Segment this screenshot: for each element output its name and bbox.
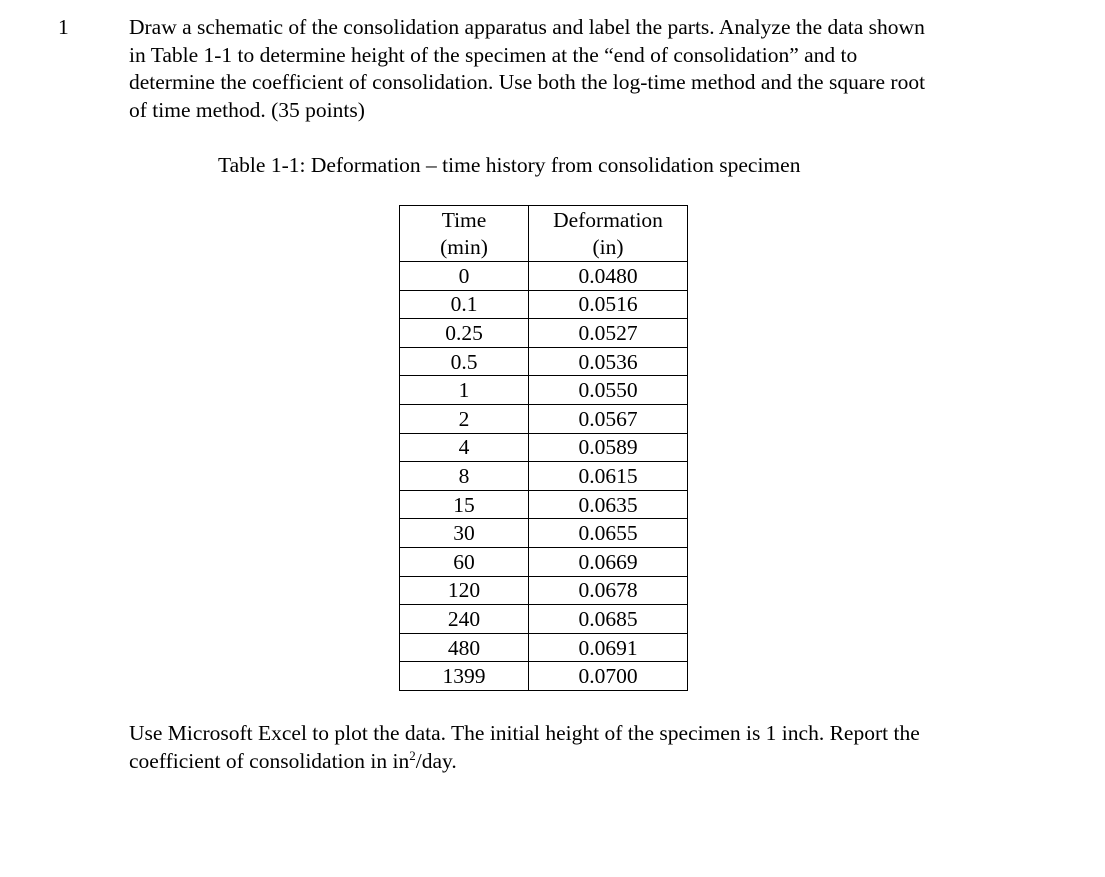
question-text [129, 14, 1044, 124]
deformation-cell: 0.0669 [529, 547, 688, 576]
time-cell: 0.5 [400, 347, 529, 376]
header-deformation-label: Deformation [553, 208, 663, 232]
table-row [400, 319, 688, 348]
table-row [400, 633, 688, 662]
table-body [400, 262, 688, 691]
deformation-cell: 0.0615 [529, 462, 688, 491]
time-cell: 480 [400, 633, 529, 662]
table-row [400, 433, 688, 462]
header-time-label: Time [441, 208, 487, 232]
units-text: coefficient of consolidation in in [129, 748, 410, 773]
time-cell: 0.25 [400, 319, 529, 348]
table-row [400, 519, 688, 548]
time-cell: 0 [400, 262, 529, 291]
question-line: determine the coefficient of consolidation. Use both the log-time method and the square root [129, 70, 926, 95]
deformation-cell: 0.0678 [529, 576, 688, 605]
deformation-cell: 0.0480 [529, 262, 688, 291]
deformation-cell: 0.0567 [529, 404, 688, 433]
units-suffix: /day. [415, 748, 457, 773]
instructions-text [129, 720, 1049, 775]
table-row [400, 290, 688, 319]
question-line: Draw a schematic of the consolidation apparatus and label the parts. Analyze the data shown [129, 15, 925, 39]
time-cell: 0.1 [400, 290, 529, 319]
table-row [400, 662, 688, 691]
table-row [400, 490, 688, 519]
question-line: of time method. (35 points) [129, 97, 365, 122]
table-row [400, 547, 688, 576]
header-time-unit: (min) [440, 234, 488, 259]
header-time [400, 206, 529, 262]
time-cell: 2 [400, 404, 529, 433]
instructions-line [129, 748, 1049, 776]
header-deformation-unit: (in) [592, 234, 624, 259]
deformation-cell: 0.0550 [529, 376, 688, 405]
table-row [400, 462, 688, 491]
time-cell: 8 [400, 462, 529, 491]
deformation-time-table [399, 205, 688, 691]
time-cell: 1 [400, 376, 529, 405]
table-row [400, 605, 688, 634]
deformation-cell: 0.0685 [529, 605, 688, 634]
question-line: in Table 1-1 to determine height of the specimen at the “end of consolidation” and to [129, 42, 858, 67]
time-cell: 120 [400, 576, 529, 605]
time-cell: 4 [400, 433, 529, 462]
instructions-line: Use Microsoft Excel to plot the data. The initial height of the specimen is 1 inch. Report the [129, 721, 920, 745]
deformation-cell: 0.0527 [529, 319, 688, 348]
deformation-cell: 0.0691 [529, 633, 688, 662]
table-row [400, 262, 688, 291]
deformation-cell: 0.0536 [529, 347, 688, 376]
deformation-cell: 0.0589 [529, 433, 688, 462]
deformation-cell: 0.0635 [529, 490, 688, 519]
table-row [400, 404, 688, 433]
table-header-row [400, 206, 688, 262]
header-deformation [529, 206, 688, 262]
time-cell: 15 [400, 490, 529, 519]
time-cell: 240 [400, 605, 529, 634]
deformation-cell: 0.0655 [529, 519, 688, 548]
table-row [400, 347, 688, 376]
units-superscript: 2 [409, 747, 416, 763]
table-row [400, 376, 688, 405]
time-cell: 1399 [400, 662, 529, 691]
time-cell: 60 [400, 547, 529, 576]
time-cell: 30 [400, 519, 529, 548]
deformation-cell: 0.0516 [529, 290, 688, 319]
deformation-cell: 0.0700 [529, 662, 688, 691]
question-number: 1 [58, 15, 69, 39]
table-row [400, 576, 688, 605]
table-caption: Table 1-1: Deformation – time history from consolidation specimen [218, 153, 801, 177]
